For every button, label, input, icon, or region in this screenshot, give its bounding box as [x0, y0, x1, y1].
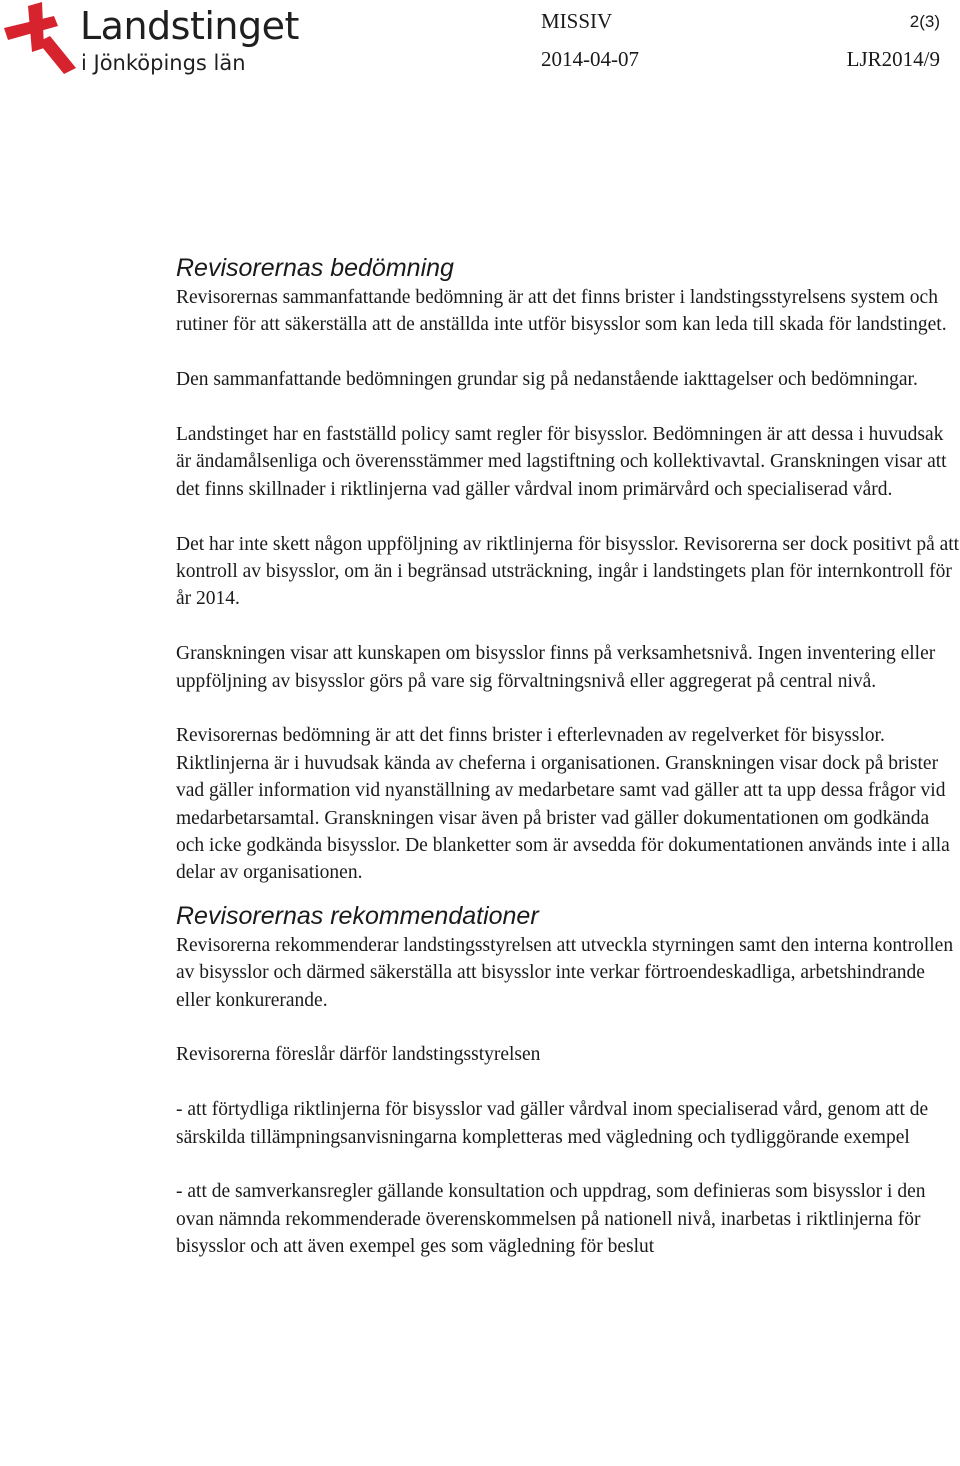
- document-date: 2014-04-07: [541, 47, 639, 71]
- paragraph: Granskningen visar att kunskapen om bisysslor finns på verksamhetsnivå. Ingen inventering eller uppföljning av bisysslor görs på vare sig förvaltningsnivå eller aggregerat på central nivå.: [176, 643, 936, 692]
- paragraph: Revisorernas bedömning är att det finns brister i efterlevnaden av regelverket för bisysslor. Riktlinjerna är i huvudsak kända av cheferna i organisationen. Granskningen visar dock på brister vad gäller information vid nyanställning av medarbetare samt vad gäller att ta upp dessa frågor vid medarbetarsamtal. Granskningen visar även på brister vad gäller dokumentationen om godkända och icke godkända bisysslor. De blanketter som är avsedda för dokumentationen används inte i alla delar av organisationen.: [176, 725, 950, 884]
- paragraph: Det har inte skett någon uppföljning av riktlinjerna för bisysslor. Revisorerna ser dock positivt på att kontroll av bisysslor, om än i begränsad utsträckning, ingår i landstingets plan för internkontroll för år 2014.: [176, 533, 960, 610]
- recommendation-item: - att de samverkansregler gällande konsultation och uppdrag, som definieras som bisysslor i den ovan nämnda rekommenderade överenskommelsen på nationell nivå, inarbetas i riktlinjerna för bisysslor och att även exempel ges som vägledning för beslut: [176, 1181, 926, 1258]
- recommendation-item: - att förtydliga riktlinjerna för bisysslor vad gäller vårdval inom specialiserad vård, genom att de särskilda tillämpningsanvisningarna kompletteras med vägledning och tydliggörande exempel: [176, 1099, 929, 1148]
- paragraph: Landstinget har en fastställd policy samt regler för bisysslor. Bedömningen är att dessa i huvudsak är ändamålsenliga och överensstämmer med lagstiftning och kollektivavtal. Granskningen visar att det finns skillnader i riktlinjerna vad gäller vårdval inom primärvård och specialiserad vård.: [176, 424, 947, 500]
- organization-logo: [0, 0, 320, 80]
- paragraph: Revisorerna rekommenderar landstingsstyrelsen att utveckla styrningen samt den interna kontrollen av bisysslor och därmed säkerställa att bisysslor inte verkar förtroendeskadliga, arbetshindrande eller konkurerande.: [176, 934, 954, 1011]
- landstinget-logo-icon: [2, 2, 78, 74]
- section-heading-assessment: Revisorernas bedömning: [176, 254, 454, 282]
- paragraph: Den sammanfattande bedömningen grundar sig på nedanstående iakttagelser och bedömningar.: [176, 369, 918, 391]
- logo-title: Landstinget: [80, 4, 299, 48]
- page-number: 2(3): [909, 12, 940, 31]
- logo-subtitle: i Jönköpings län: [81, 51, 246, 75]
- document-type: MISSIV: [541, 9, 613, 33]
- section-heading-recommendations: Revisorernas rekommendationer: [176, 901, 539, 930]
- document-reference: LJR2014/9: [846, 47, 940, 71]
- paragraph: Revisorerna föreslår därför landstingsstyrelsen: [176, 1044, 541, 1066]
- paragraph: Revisorernas sammanfattande bedömning är att det finns brister i landstingsstyrelsens system och rutiner för att säkerställa att de anställda inte utför bisysslor som kan leda till skada för landstinget.: [176, 287, 947, 336]
- document-body: [176, 252, 960, 1261]
